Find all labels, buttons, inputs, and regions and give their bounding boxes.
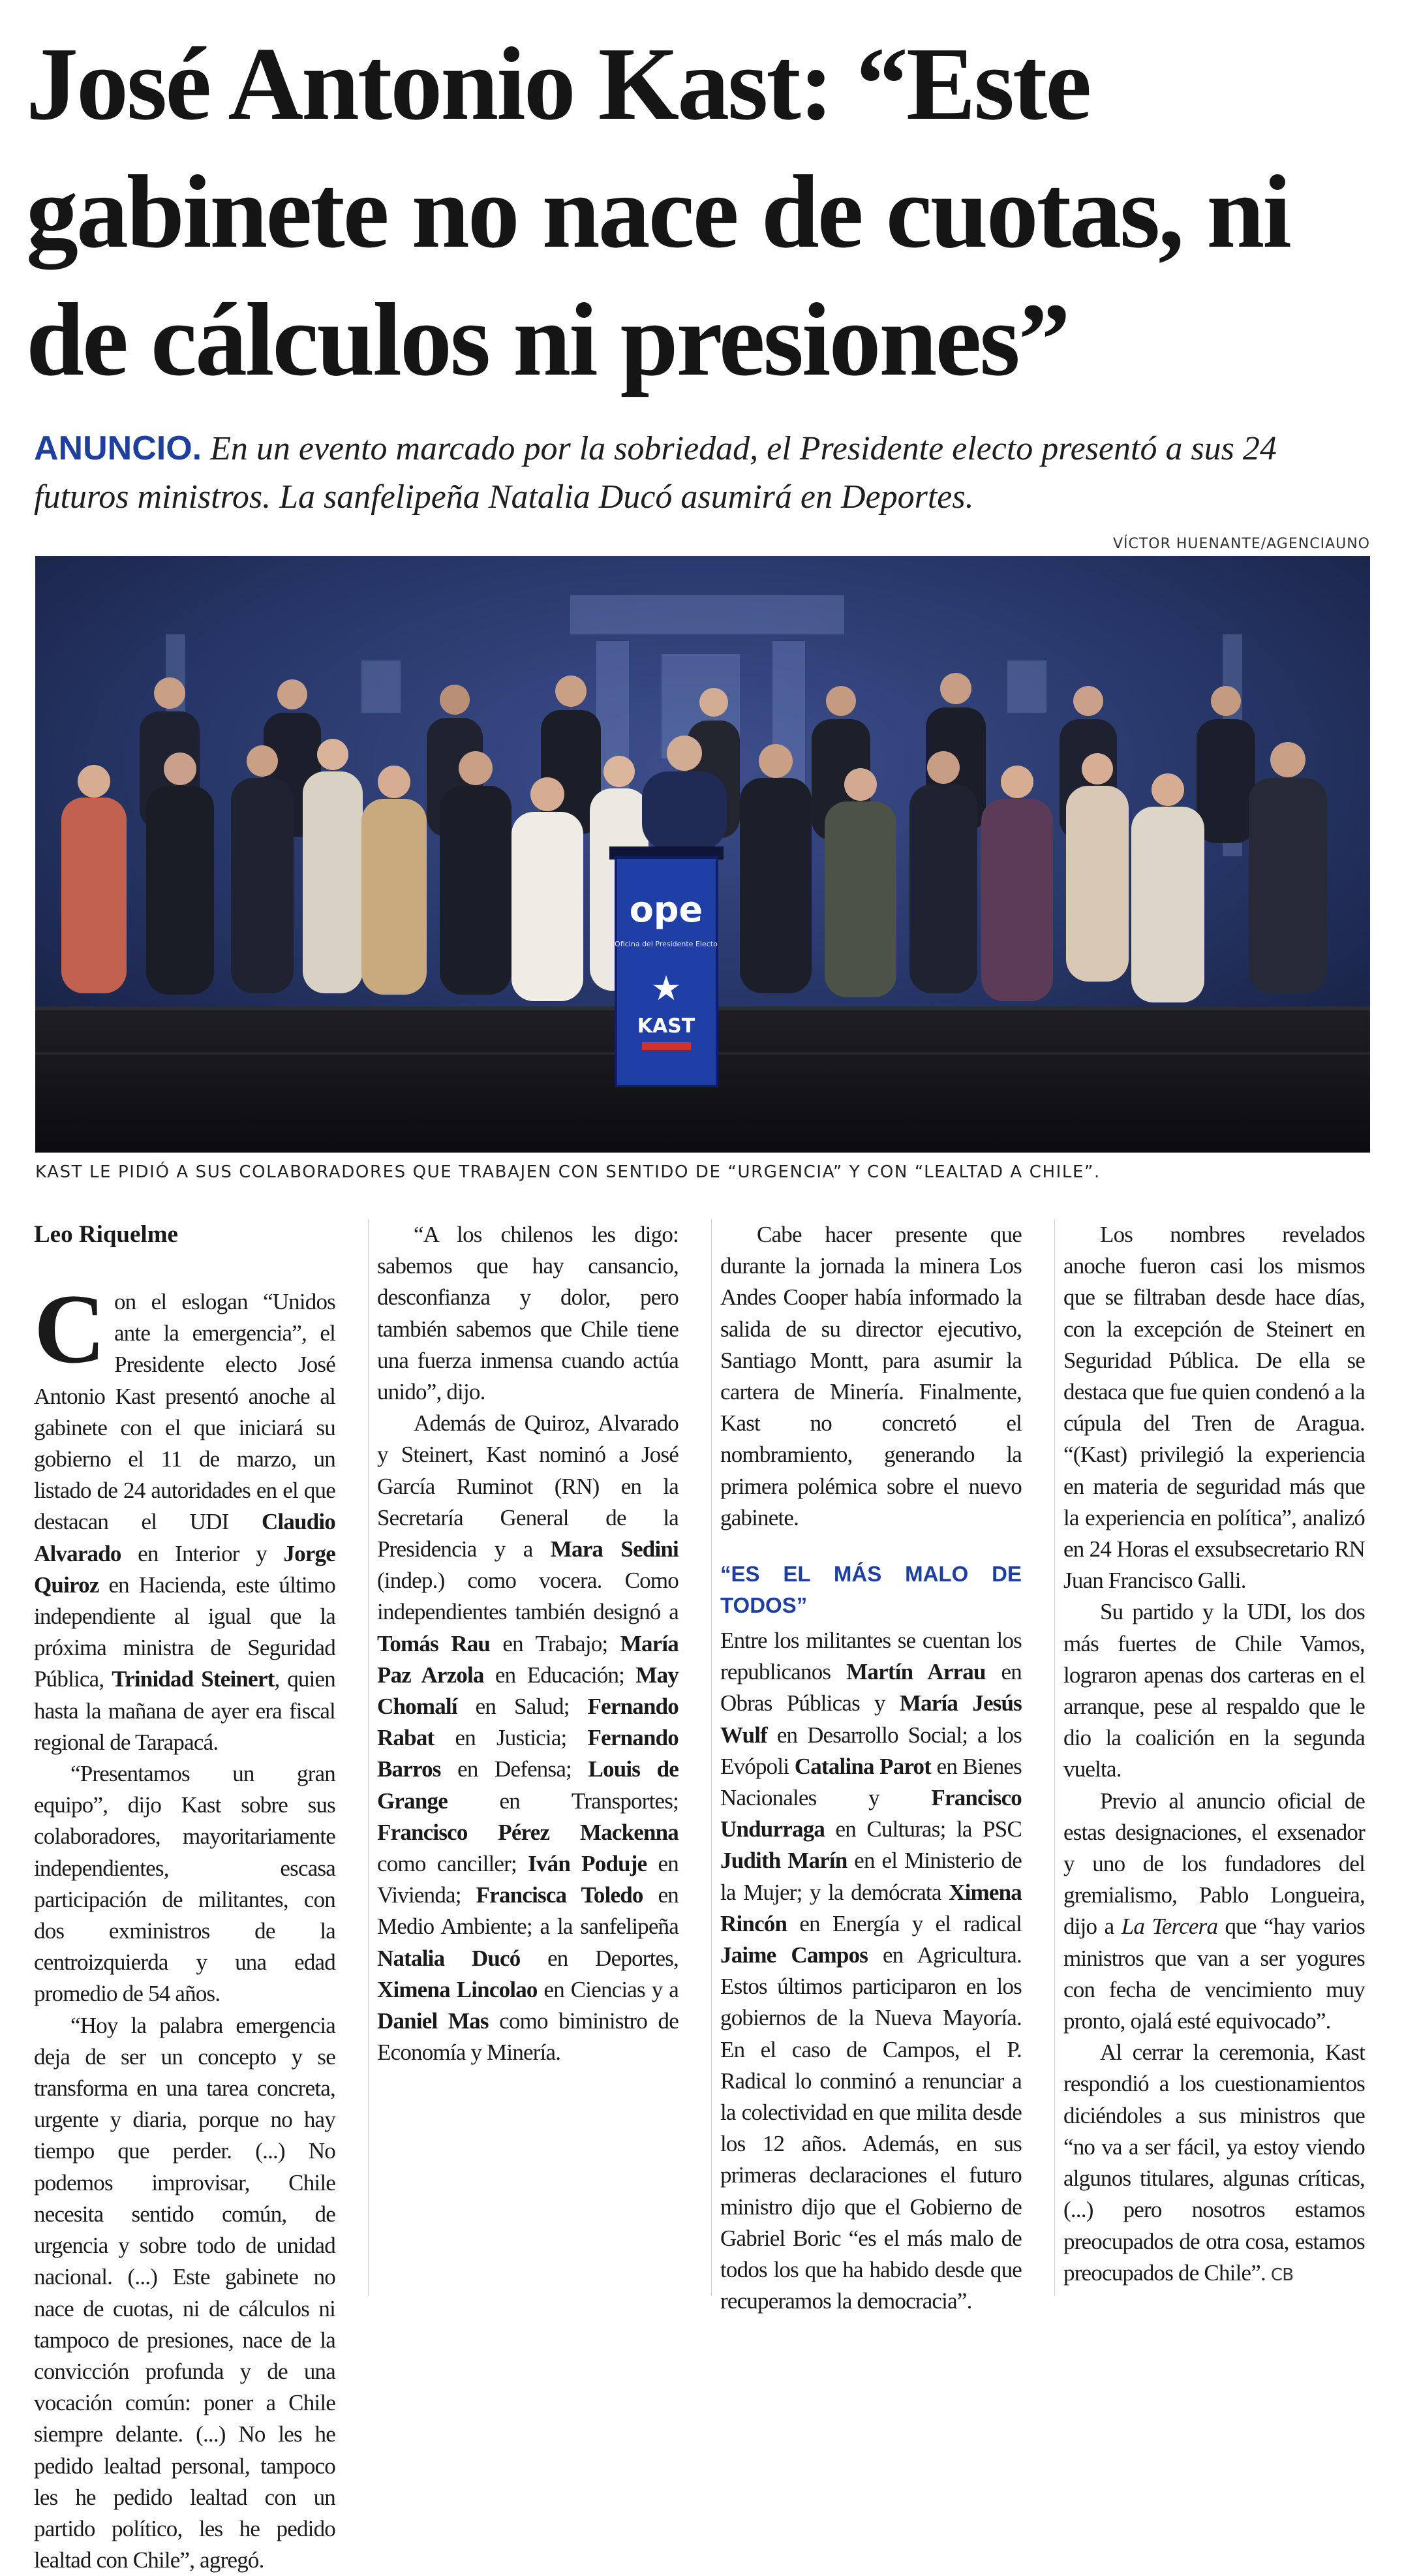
deck-text: En un evento marcado por la sobriedad, el Presidente electo presentó a sus 24 futuros ministros. La sanfelipeña Natalia Ducó asumirá en Deportes. — [34, 430, 1277, 516]
article-paragraph: Con el eslogan “Unidos ante la emergencia”, el Presidente electo José Antonio Kast presentó anoche al gabinete con el que iniciará su gobierno el 11 de marzo, un listado de 24 autoridades en el que destacan el UDI Claudio Alvarado en Interior y Jorge Quiroz en Hacienda, este último independiente al igual que la próxima ministra de Seguridad Pública, Trinidad Steinert, quien hasta la mañana de ayer era fiscal regional de Tarapacá. — [34, 1274, 335, 1755]
article-paragraph: Al cerrar la ceremonia, Kast respondió a los cuestionamientos diciéndoles a sus ministros que “no va a ser fácil, ya estoy viendo algunos titulares, algunas críticas, (...) pero nosotros estamos preocupados de otra cosa, estamos preocupados de Chile”. CB — [1063, 2040, 1365, 2286]
deck — [34, 424, 1378, 521]
podium-logo: ope — [629, 889, 703, 930]
article-paragraph: Su partido y la UDI, los dos más fuertes de Chile Vamos, lograron apenas dos carteras en el arranque, pese al respaldo que le dio la coalición en la segunda vuelta. — [1063, 1599, 1365, 1782]
subheading: “ES EL MÁS MALO DE TODOS” — [720, 1562, 1022, 1618]
column-rule — [711, 1219, 712, 2296]
article-column-1 — [34, 1219, 335, 2576]
article-column-3 — [720, 1219, 1022, 2318]
article-column-4 — [1063, 1219, 1365, 2291]
headline: José Antonio Kast: “Este gabinete no nace de cuotas, ni de cálculos ni presiones” — [26, 25, 1290, 397]
podium-brand: KAST — [637, 1015, 695, 1038]
article-column-2 — [377, 1219, 679, 2068]
article-paragraph: Además de Quiroz, Alvarado y Steinert, Kast nominó a José García Ruminot (RN) en la Secretaría General de la Presidencia y a Mara Sedini (indep.) como vocera. Como independientes también designó a Tomás Rau en Trabajo; María Paz Arzola en Educación; May Chomalí en Salud; Fernando Rabat en Justicia; Fernando Barros en Defensa; Louis de Grange en Transportes; Francisco Pérez Mackenna como canciller; Iván Poduje en Vivienda; Francisca Toledo en Medio Ambiente; a la sanfelipeña Natalia Ducó en Deportes, Ximena Lincolao en Ciencias y a Daniel Mas como biministro de Economía y Minería. — [377, 1410, 679, 2066]
end-mark: CB — [1270, 2265, 1294, 2285]
byline: Leo Riquelme — [34, 1221, 178, 1248]
article-paragraph: “Presentamos un gran equipo”, dijo Kast sobre sus colaboradores, mayoritariamente independientes, escasa participación de militantes, con dos exministros de la centroizquierda y una edad promedio de 54 años. — [34, 1761, 335, 2007]
podium-subtitle: Oficina del Presidente Electo — [615, 940, 718, 948]
column-rule — [1054, 1219, 1055, 2296]
article-paragraph: “A los chilenos les digo: sabemos que hay cansancio, desconfianza y dolor, pero también sabemos que Chile tiene una fuerza inmensa cuando actúa unido”, dijo. — [377, 1222, 679, 1405]
cabinet-photo — [35, 556, 1370, 1153]
podium — [609, 846, 724, 1086]
column-rule — [368, 1219, 369, 2296]
drop-cap: C — [34, 1274, 105, 1384]
article-paragraph: Los nombres revelados anoche fueron casi los mismos que se filtraban desde hace días, con la excepción de Steinert en Seguridad Pública. De ella se destaca que fue quien condenó a la cúpula del Tren de Aragua. “(Kast) privilegió la experiencia en materia de seguridad más que la experiencia en política”, analizó en 24 Horas el exsubsecretario RN Juan Francisco Galli. — [1063, 1222, 1365, 1594]
article-paragraph: Previo al anuncio oficial de estas designaciones, el exsenador y uno de los fundadores del gremialismo, Pablo Longueira, dijo a La Tercera que “hay varios ministros que van a ser yogures con fecha de vencimiento muy pronto, ojalá esté equivocado”. — [1063, 1788, 1365, 2034]
star-icon: ★ — [650, 969, 682, 1008]
deck-kicker: ANUNCIO. — [34, 429, 202, 467]
article-paragraph: Entre los militantes se cuentan los republicanos Martín Arrau en Obras Públicas y María Jesús Wulf en Desarrollo Social; a los Evópoli Catalina Parot en Bienes Nacionales y Francisco Undurraga en Culturas; la PSC Judith Marín en el Ministerio de la Mujer; y la demócrata Ximena Rincón en Energía y el radical Jaime Campos en Agricultura. Estos últimos participaron en los gobiernos de la Nueva Mayoría. En el caso de Campos, el P. Radical lo conminó a renunciar a la colectividad en que milita desde los 12 años. Además, en sus primeras declaraciones el futuro ministro dijo que el Gobierno de Gabriel Boric “es el más malo de todos los que ha habido desde que recuperamos la democracia”. — [720, 1628, 1022, 2314]
article-paragraph: “Hoy la palabra emergencia deja de ser un concepto y se transforma en una tarea concreta, urgente y diaria, porque no hay tiempo que perder. (...) No podemos improvisar, Chile necesita sentido común, de urgencia y sobre todo de unidad nacional. (...) Este gabinete no nace de cuotas, ni de cálculos ni tampoco de presiones, nace de la convicción profunda y de una vocación común: poner a Chile siempre delante. (...) No les he pedido lealtad personal, tampoco les he pedido lealtad con un partido político, les he pedido lealtad con Chile”, agregó. — [34, 2012, 335, 2573]
photo-caption: KAST LE PIDIÓ A SUS COLABORADORES QUE TRABAJEN CON SENTIDO DE “URGENCIA” Y CON “LEALTAD A CHILE”. — [35, 1162, 1101, 1182]
article-paragraph: Cabe hacer presente que durante la jornada la minera Los Andes Cooper había informado la salida de su director ejecutivo, Santiago Montt, para asumir la cartera de Minería. Finalmente, Kast no concretó el nombramiento, generando la primera polémica sobre el nuevo gabinete. — [720, 1222, 1022, 1530]
photo-credit: VÍCTOR HUENANTE/AGENCIAUNO — [1112, 536, 1370, 552]
